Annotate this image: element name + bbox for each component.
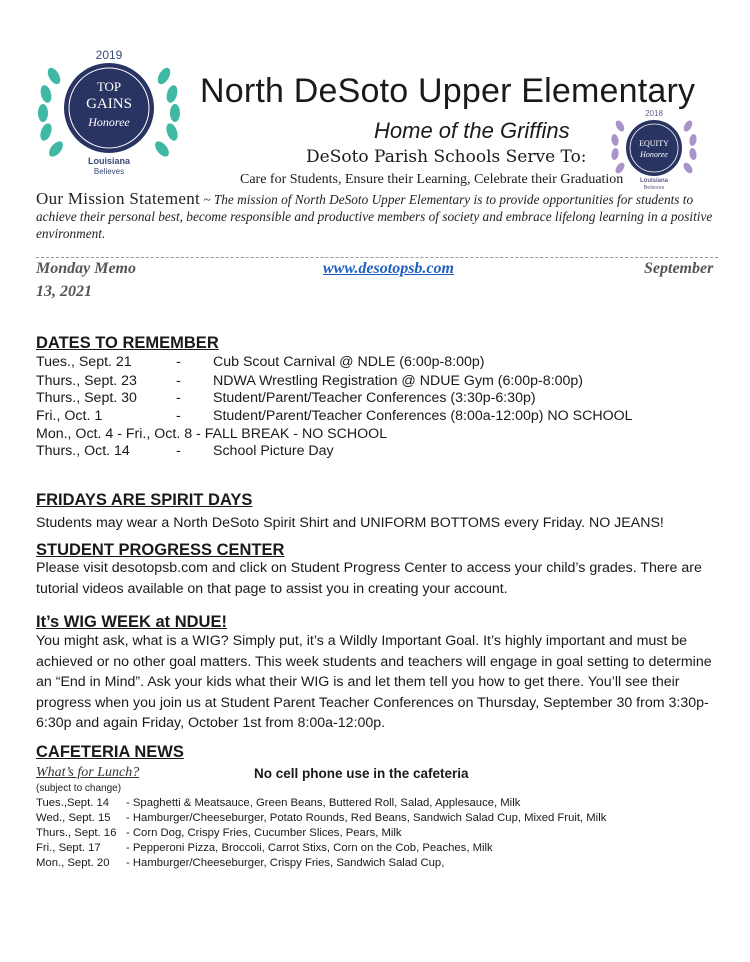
equity-badge-circle [626,120,682,176]
progress-text: Please visit desotopsb.com and click on Student Progress Center to access your child’s grades. There are tutorial videos available on that page to assist you in creating your account. [36,560,702,597]
spirit-text: Students may wear a North DeSoto Spirit Shirt and UNIFORM BOTTOMS every Friday. NO JEANS! [36,515,664,531]
list-item: Thurs., Sept. 23 - NDWA Wrestling Registration @ NDUE Gym (6:00p-8:00p) [36,373,583,389]
lunch-heading: What’s for Lunch? [36,765,140,780]
svg-text:Honoree: Honoree [88,115,130,129]
serve-heading: DeSoto Parish Schools Serve To: [306,147,587,167]
svg-text:Honoree: Honoree [640,150,668,159]
memo-label: Monday Memo [36,260,136,277]
school-name: North DeSoto Upper Elementary [200,72,696,110]
svg-text:TOP: TOP [96,79,122,94]
top-gains-honoree-badge [34,46,184,176]
menu-row: Thurs., Sept. 16 - Corn Dog, Crispy Fries, Cucumber Slices, Pears, Milk [36,827,402,839]
menu-row: Tues.,Sept. 14 - Spaghetti & Meatsauce, Green Beans, Buttered Roll, Salad, Applesauce, Milk [36,797,521,809]
memo-date: 13, 2021 [36,283,92,300]
svg-text:Believes: Believes [643,185,665,190]
svg-text:2018: 2018 [645,109,663,118]
svg-text:Louisiana: Louisiana [87,156,131,166]
cell-phone-notice: No cell phone use in the cafeteria [254,766,469,781]
mission-label: Our Mission Statement [36,189,201,208]
fall-break-line: Mon., Oct. 4 - Fri., Oct. 8 - FALL BREAK - NO SCHOOL [36,426,388,442]
svg-text:EQUITY: EQUITY [639,139,669,148]
svg-text:Louisiana: Louisiana [639,178,669,184]
progress-heading: STUDENT PROGRESS CENTER [36,541,285,559]
website-link[interactable]: www.desotopsb.com [323,260,454,277]
list-item: Thurs., Oct. 14 - School Picture Day [36,443,334,459]
wig-heading: It’s WIG WEEK at NDUE! [36,613,227,631]
list-item: Thurs., Sept. 30 - Student/Parent/Teacher Conferences (3:30p-6:30p) [36,390,536,406]
badge-year: 2019 [95,48,123,62]
serve-items: Care for Students, Ensure their Learning, Celebrate their Graduation [240,172,624,187]
dates-heading: DATES TO REMEMBER [36,334,219,352]
list-item: Fri., Oct. 1 - Student/Parent/Teacher Conferences (8:00a-12:00p) NO SCHOOL [36,408,633,424]
school-subtitle: Home of the Griffins [374,118,570,143]
menu-row: Mon., Sept. 20 - Hamburger/Cheeseburger, Crispy Fries, Sandwich Salad Cup, [36,857,445,869]
svg-text:Believes: Believes [93,167,125,176]
menu-row: Wed., Sept. 15 - Hamburger/Cheeseburger, Potato Rounds, Red Beans, Sandwich Salad Cup, Mixed Fruit, Milk [36,812,607,824]
mission-text: ~ The mission of North DeSoto Upper Elementary is to provide opportunities for students to achieve their personal best, become responsible and productive members of society and embrace lifelong learning in a positive environment. [36,192,713,241]
cafeteria-heading: CAFETERIA NEWS [36,743,184,761]
memo-month: September [644,260,714,277]
menu-row: Fri., Sept. 17 - Pepperoni Pizza, Broccoli, Carrot Stixs, Corn on the Cob, Peaches, Milk [36,842,493,854]
subject-to-change: (subject to change) [36,783,122,794]
svg-text:GAINS: GAINS [86,96,132,112]
mission-statement [36,190,716,242]
dashed-divider [36,257,718,258]
spirit-heading: FRIDAYS ARE SPIRIT DAYS [36,491,253,509]
wig-text: You might ask, what is a WIG? Simply put, it’s a Wildly Important Goal. It’s highly important and must be achieved or no other goal matters. This week students and teachers will engage in goal setting to determine an “End in Mind”. Ask your kids what their WIG is and let them tell you how to get there. You’ll see their progress when you join us at Student Parent Teacher Conferences on Thursday, September 30 from 3:30p-6:30p and again Friday, October 1st from 8:00a-12:00p. [36,633,712,731]
list-item: Tues., Sept. 21 - Cub Scout Carnival @ NDLE (6:00p-8:00p) [36,354,485,370]
